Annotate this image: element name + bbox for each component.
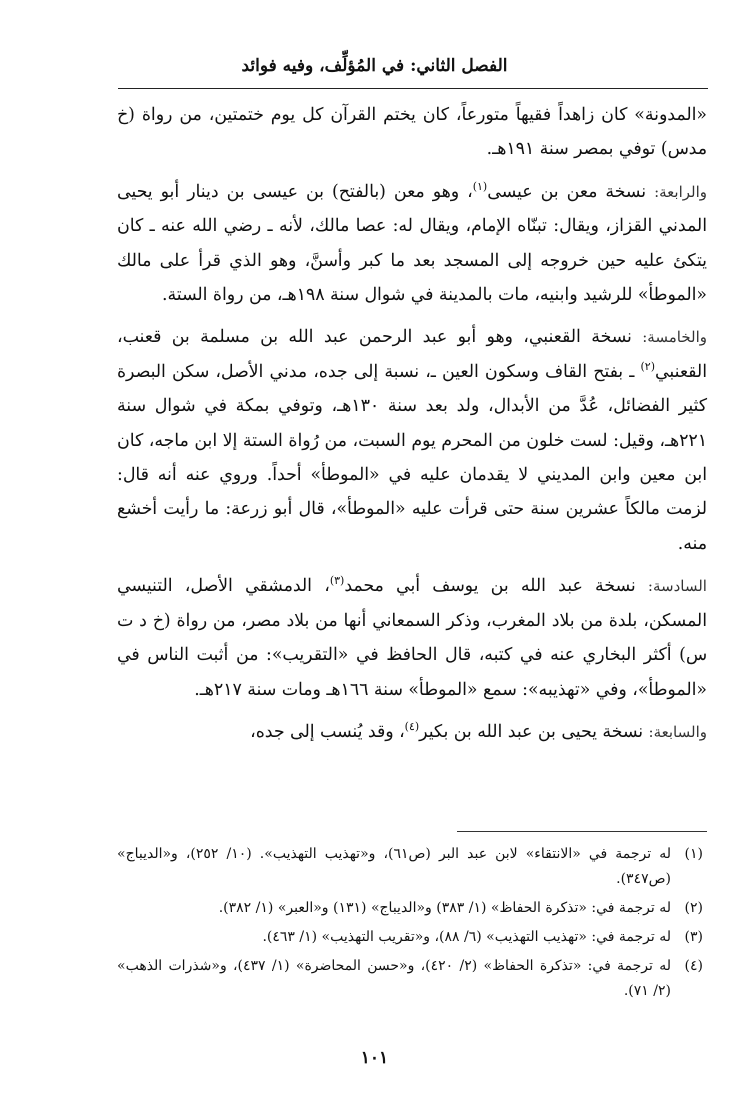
footnote-text: له ترجمة في: «تهذيب التهذيب» (٦/ ٨٨)، و«تقريب التهذيب» (١/ ٤٦٣).: [262, 929, 671, 945]
text-line: ، وهو معن (بالفتح) بن عيسى بن: [226, 181, 473, 202]
footnote-text: له ترجمة في: «تذكرة الحفاظ» (٢/ ٤٢٠)، و«حسن المحاضرة» (١/ ٤٣٧)، و«شذرات الذهب» (٢/ ٧١).: [117, 958, 671, 999]
running-header: الفصل الثاني: في المُؤلِّف، وفيه فوائد: [241, 56, 508, 76]
text-line: ، وقد يُنسب إلى جده،: [250, 721, 405, 742]
footnote-number: (١): [684, 846, 703, 862]
text-line: السبت، من رُواة الستة إلا ابن ماجه، كان ابن معين وابن المديني لا يقدمان: [117, 430, 708, 486]
text-line: قرأت عليه «الموطأ»، قال أبو زرعة: ما رأيت أخشع منه.: [117, 499, 707, 554]
footnote-ref[interactable]: (٤): [404, 720, 420, 734]
text-line: «التقريب»: من أثبت الناس في «الموطأ»، وفي «تهذيبه»: سمع «الموطأ» سنة: [117, 645, 707, 700]
text-line: ـ بفتح القاف وسكون العين ـ، نسبة إلى جده، مدني: [269, 361, 635, 382]
footnote-number: (٣): [684, 929, 703, 945]
text-line: من رواة (خ د ت س) أكثر البخاري عنه في كتبه، قال الحافظ في: [117, 610, 707, 666]
footnote-text: له ترجمة في «الانتقاء» لابن عبد البر (ص٦١)، و«تهذيب التهذيب». (١٠/ ٢٥٢)، و«الديباج» (ص٣٤٧).: [117, 846, 672, 887]
text-line: وأسنَّ، وهو الذي قرأ على مالك «الموطأ» للرشيد وابنيه، مات بالمدينة في: [117, 250, 707, 306]
paragraph-sabia: [117, 715, 707, 749]
text-line: نسخة عبد الله بن يوسف أبي محمد: [344, 576, 636, 597]
text-line: «المدونة» كان زاهداً فقيهاً متورعاً، كان يختم القرآن كل يوم ختمتين، من: [179, 105, 707, 125]
text-line: لأنه ـ رضي الله عنه ـ كان يتكئ عليه حين خروجه إلى المسجد بعد ما كبر: [117, 216, 707, 271]
page-number: ١٠١: [360, 1048, 389, 1068]
paragraph-khamisa: [117, 320, 707, 561]
paragraph-lead: والخامسة:: [642, 328, 707, 347]
text-line: نسخة القعنبي، وهو أبو عبد الرحمن عبد الله بن مسلمة بن: [171, 327, 632, 348]
text-line: نسخة معن بن عيسى: [487, 181, 647, 202]
header-divider: [118, 88, 708, 89]
footnotes: [117, 842, 703, 1008]
text-line: شوال سنة ١٩٨هـ، من رواة الستة.: [161, 285, 406, 306]
footnote-number: (٢): [684, 900, 703, 916]
main-text: [117, 98, 707, 749]
paragraph-lead: والسابعة:: [648, 722, 707, 741]
paragraph-lead: السادسة:: [647, 577, 707, 596]
paragraph-rabia: [117, 175, 707, 313]
paragraph-lead: والرابعة:: [654, 182, 708, 201]
footnote-3: [117, 925, 703, 950]
footnote-number: (٤): [684, 958, 703, 974]
text-line: ، الدمشقي الأصل،: [184, 576, 330, 597]
footnote-ref[interactable]: (٢): [640, 360, 656, 374]
text-line: التنيسي المسكن، بلدة من بلاد المغرب، وذكر السمعاني أنها من بلاد مصر،: [117, 576, 707, 631]
footnote-divider: [457, 831, 707, 832]
text-line: نسخة يحيى بن عبد الله بن بكير: [419, 721, 644, 742]
text-line: قعنب، القعنبي: [117, 327, 707, 382]
footnote-ref[interactable]: (١): [472, 180, 488, 194]
text-line: ١٦٦هـ ومات سنة ٢١٧هـ.: [194, 679, 369, 700]
footnote-1: [117, 842, 703, 892]
paragraph-sadisa: [117, 569, 707, 707]
footnote-text: له ترجمة في: «تذكرة الحفاظ» (١/ ٣٨٣) و«الديباج» (١٣١) و«العبر» (١/ ٣٨٢).: [218, 900, 671, 916]
footnote-2: [117, 896, 703, 921]
text-line: دينار أبو يحيى المدني القزاز، ويقال: تبنّاه الإمام، ويقال له: عصا مالك،: [117, 181, 707, 237]
text-line: وتوفي بمكة في شوال سنة ٢٢١هـ، وقيل: لست خلون من المحرم يوم: [117, 396, 707, 451]
text-line: الأصل، سكن البصرة كثير الفضائل، عُدَّ من الأبدال، ولد بعد سنة ١٣٠هـ،: [117, 361, 707, 417]
text-line: رواة (خ مدس) توفي بمصر سنة ١٩١هـ.: [117, 105, 707, 160]
footnote-4: [117, 954, 703, 1004]
text-line: عليه في «الموطأ» أحداً. وروي عنه أنه قال: لزمت مالكاً عشرين سنة حتى: [117, 465, 708, 520]
footnote-ref[interactable]: (٣): [329, 574, 345, 588]
paragraph-1: [117, 98, 707, 167]
